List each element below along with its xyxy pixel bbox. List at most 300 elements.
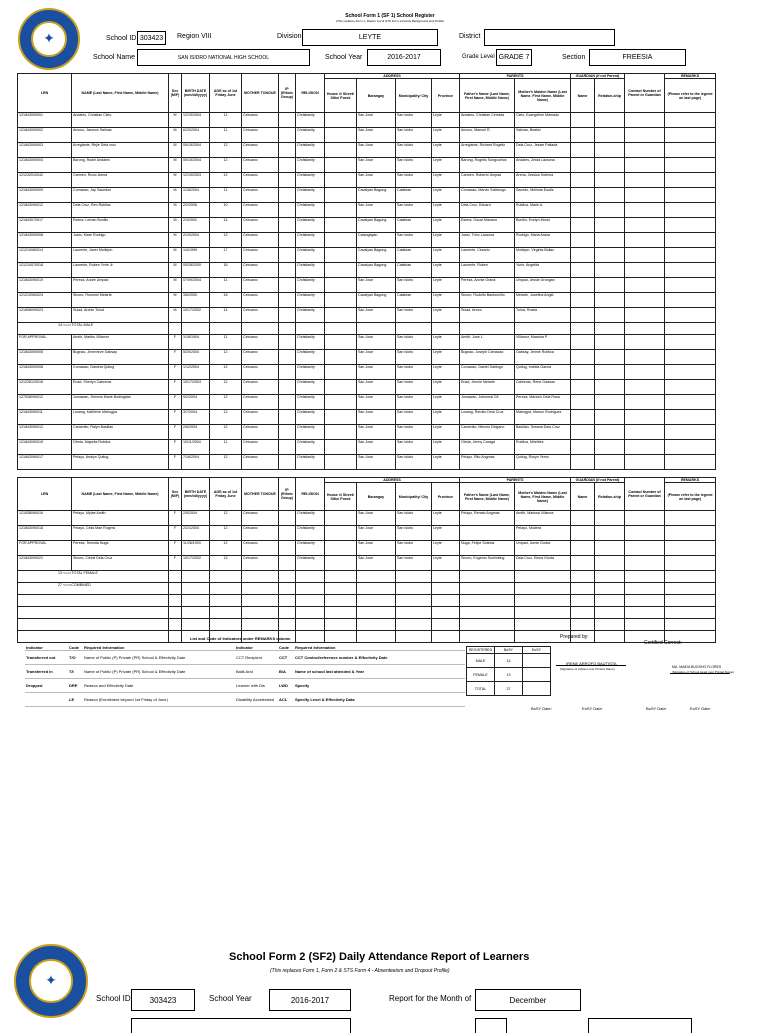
table-cell: Calabian (396, 248, 432, 263)
table-cell: Leyte (432, 350, 460, 365)
table-cell: 1/4/1999 (182, 248, 210, 263)
table-cell: 121228120016 (18, 380, 72, 395)
table-cell: Leyte (432, 218, 460, 233)
empty-cell (595, 323, 625, 335)
empty-cell (279, 173, 296, 188)
table-cell: Christianity (296, 455, 325, 470)
table-cell: 9/2/2004 (182, 395, 210, 410)
empty-cell (595, 203, 625, 218)
empty-cell (665, 218, 716, 233)
table-cell: 121210060024 (18, 293, 72, 308)
empty-cell (665, 619, 716, 631)
enrollment-summary-table (466, 646, 551, 696)
table-cell: 05/15/2004 (182, 143, 210, 158)
table-cell: Cavalyan Bagong (357, 263, 396, 278)
sf1-title: School Form 1 (SF 1) School Register (345, 13, 435, 19)
table-cell: 121843090011 (18, 410, 72, 425)
seal-torch-icon: ✦ (31, 21, 67, 57)
empty-cell (325, 556, 357, 571)
table-cell: 10/17/2003 (182, 380, 210, 395)
empty-cell (325, 425, 357, 440)
empty-cell (325, 395, 357, 410)
empty-cell (625, 595, 665, 607)
table-cell: Christianity (296, 113, 325, 128)
empty-cell (595, 410, 625, 425)
table-cell: 3/6/2000 (182, 293, 210, 308)
table-cell: 121843090012 (18, 203, 72, 218)
table-cell: Comacao, Daniel Sabtogo (460, 365, 515, 380)
empty-cell (665, 440, 716, 455)
table-cell: Umpad, Jessie Urongan (515, 278, 571, 293)
legend-cell: T/I (68, 665, 83, 679)
table-cell: Christianity (296, 541, 325, 556)
col-ip: IP (Ethnic Group) (279, 478, 296, 511)
empty-cell (396, 323, 432, 335)
table-row (18, 203, 716, 218)
table-cell: Cebuano (242, 541, 279, 556)
district-field[interactable] (484, 29, 615, 46)
legend-cell: B/A (278, 665, 294, 679)
table-cell: F (169, 350, 182, 365)
table-cell: Cebuano (242, 335, 279, 350)
table-cell: 3/7/2004 (182, 410, 210, 425)
empty-cell (325, 218, 357, 233)
deped-seal-sf2 (14, 944, 88, 1018)
table-cell: Pereza, Andre Umpad (72, 278, 169, 293)
summary-row (467, 682, 551, 696)
table-cell: 12 (210, 395, 242, 410)
col-ip: IP (Ethnic Group) (279, 74, 296, 113)
empty-cell (182, 607, 210, 619)
empty-cell (279, 218, 296, 233)
sf2-row2-field-a[interactable] (131, 1018, 351, 1033)
summary-head-cell: REGISTERED (467, 647, 495, 654)
table-cell: Camenito, Mencio Delgano (460, 425, 515, 440)
table-cell: Dela Cruz, Jessie Paltada (515, 143, 571, 158)
sf2-school-year-field[interactable]: 2016-2017 (269, 989, 351, 1011)
table-cell: M (169, 278, 182, 293)
table-row (18, 556, 716, 571)
table-cell: 1/12/2004 (182, 365, 210, 380)
empty-cell (625, 583, 665, 595)
table-cell: 07/09/2004 (182, 278, 210, 293)
table-cell: 121210070018 (18, 263, 72, 278)
school-name-field[interactable]: SAN ISIDRO NATIONAL HIGH SCHOOL (137, 49, 310, 66)
legend-cell: Balik Aral (235, 665, 278, 679)
legend-head-cell: Required Information (83, 645, 235, 651)
table-cell: Christianity (296, 278, 325, 293)
total-label: 13 <===TOTAL FEMALE (18, 571, 169, 583)
empty-cell (210, 619, 242, 631)
table-cell: San Jose (357, 440, 396, 455)
empty-cell (595, 595, 625, 607)
empty-cell (182, 571, 210, 583)
table-cell: 16 (210, 263, 242, 278)
region-label: Region VIII (177, 33, 212, 40)
empty-cell (296, 571, 325, 583)
empty-cell (665, 113, 716, 128)
table-cell: Christianity (296, 158, 325, 173)
table-row (18, 263, 716, 278)
empty-cell (279, 323, 296, 335)
empty-cell (357, 607, 396, 619)
table-cell: M (169, 188, 182, 203)
table-cell: San Jose (357, 410, 396, 425)
table-cell: 121808090023 (18, 308, 72, 323)
section-field[interactable]: FREESIA (589, 49, 686, 66)
division-field[interactable]: LEYTE (302, 29, 438, 46)
table-cell: Amoco, Manuel R. (460, 128, 515, 143)
empty-cell (325, 143, 357, 158)
empty-cell (571, 410, 595, 425)
table-cell: Pelayo, Modera (515, 526, 571, 541)
col-guardian-name: Name (571, 483, 595, 511)
table-cell: San Jose (357, 158, 396, 173)
table-cell: Barong, Rogelio Songcuelos (460, 158, 515, 173)
total-row (18, 571, 716, 583)
grade-level-field[interactable]: GRADE 7 (496, 49, 532, 66)
empty-cell (595, 571, 625, 583)
table-cell: Cavalyan Bagong (357, 218, 396, 233)
empty-cell (357, 323, 396, 335)
empty-cell (595, 526, 625, 541)
empty-cell (296, 631, 325, 643)
empty-cell (279, 526, 296, 541)
empty-cell (279, 365, 296, 380)
empty-cell (460, 607, 515, 619)
total-label (18, 607, 169, 619)
table-cell: Christianity (296, 440, 325, 455)
total-label (18, 631, 169, 643)
empty-cell (595, 365, 625, 380)
empty-cell (279, 395, 296, 410)
empty-cell (279, 188, 296, 203)
legend-head-cell: Required Information (294, 645, 465, 651)
empty-cell (296, 323, 325, 335)
empty-cell (325, 308, 357, 323)
table-cell: Sinoro, Cielnil Dela Cruz (72, 556, 169, 571)
table-cell: Enad, Jennie Melarte (460, 380, 515, 395)
legend-row (25, 693, 465, 707)
sf2-school-year-label: School Year (209, 994, 252, 1003)
table-cell: Leyte (432, 128, 460, 143)
empty-cell (595, 293, 625, 308)
empty-cell (396, 619, 432, 631)
table-cell: 11 (210, 128, 242, 143)
table-cell: San Isidro (396, 335, 432, 350)
summary-cell: 14 (495, 654, 523, 668)
empty-cell (571, 425, 595, 440)
sf2-school-id-field[interactable]: 303423 (131, 989, 195, 1011)
empty-cell (665, 526, 716, 541)
table-cell: Justo, Trino Lacsona (460, 233, 515, 248)
col-municipality: Municipality/ City (396, 483, 432, 511)
empty-cell (625, 395, 665, 410)
grade-level-label: Grade Level (462, 54, 495, 60)
table-cell: 2/5/2004 (182, 511, 210, 526)
table-cell: 121843090017 (18, 455, 72, 470)
table-cell: Pelayo, Mylae Amith (72, 511, 169, 526)
table-cell: 121232010042 (18, 173, 72, 188)
col-barangay: Barangay (357, 483, 396, 511)
empty-cell (625, 455, 665, 470)
empty-cell (325, 631, 357, 643)
school-head-name: MA. MAIDA BUGSHO FLORES (672, 665, 722, 669)
table-cell: Melarte, Josefina Angid (515, 293, 571, 308)
table-cell: 121843070017 (18, 218, 72, 233)
col-sex: Sex (M/F) (169, 478, 182, 511)
table-cell: Pereza, Maricris Dela Rosa (515, 395, 571, 410)
table-cell: San Isidro (396, 308, 432, 323)
empty-cell (242, 583, 279, 595)
empty-cell (325, 233, 357, 248)
total-row (18, 631, 716, 643)
table-cell: Bugnao, Jenevieve Gabsay (72, 350, 169, 365)
table-cell: Leyte (432, 440, 460, 455)
empty-cell (325, 173, 357, 188)
table-cell: 12 (210, 455, 242, 470)
empty-cell (279, 128, 296, 143)
empty-cell (432, 323, 460, 335)
eosy-date-label-1: EoSY Date: (582, 706, 603, 711)
bosy-date-label-2: BoSY Date: (646, 706, 667, 711)
table-row (18, 380, 716, 395)
sf2-row2-field-b[interactable] (475, 1018, 507, 1033)
table-cell: 10/17/2002 (182, 308, 210, 323)
col-sex: Sex (M/F) (169, 74, 182, 113)
empty-cell (325, 583, 357, 595)
empty-cell (571, 380, 595, 395)
legend-cell (25, 693, 68, 707)
empty-cell (169, 323, 182, 335)
table-cell: Amoco, Jasmon Salinas (72, 128, 169, 143)
sf2-month-field[interactable]: December (475, 989, 581, 1011)
legend-cell: Learner with Dis (235, 679, 278, 693)
empty-cell (296, 607, 325, 619)
col-province: Province (432, 483, 460, 511)
empty-cell (169, 607, 182, 619)
empty-cell (571, 556, 595, 571)
col-relationship: Relation-ship (595, 79, 625, 113)
table-cell: Christianity (296, 293, 325, 308)
legend-cell: Specify (294, 679, 465, 693)
col-remarks: REMARKS (665, 478, 716, 483)
table-cell: San Jose (357, 143, 396, 158)
table-cell: Dela Cruz, Ren Rublica (72, 203, 169, 218)
table-cell: Quitug, Rosyn Yemo (515, 455, 571, 470)
summary-cell (523, 682, 551, 696)
empty-cell (571, 203, 595, 218)
empty-cell (182, 619, 210, 631)
table-cell: Leyte (432, 380, 460, 395)
indicator-legend (25, 645, 465, 707)
table-cell: Christianity (296, 410, 325, 425)
empty-cell (325, 571, 357, 583)
division-label: Division (277, 33, 302, 40)
legend-head-cell: Indicator (25, 645, 68, 651)
table-cell: Leyte (432, 278, 460, 293)
table-row (18, 218, 716, 233)
table-cell: Amith, Maribu Villamor (72, 335, 169, 350)
table-cell: Cavalyan Bagong (357, 248, 396, 263)
table-cell: M (169, 128, 182, 143)
empty-cell (279, 425, 296, 440)
table-cell: F (169, 365, 182, 380)
empty-cell (432, 595, 460, 607)
empty-cell (625, 203, 665, 218)
empty-cell (515, 583, 571, 595)
table-cell: Dela Cruz, Eduard (460, 203, 515, 218)
col-house: House #/ Street/ Sitio/ Purok (325, 483, 357, 511)
adviser-name: IRENE ARROFO BAUTISTA (566, 661, 617, 666)
table-cell: M (169, 113, 182, 128)
col-province: Province (432, 79, 460, 113)
empty-cell (625, 619, 665, 631)
table-cell: Calabian (396, 218, 432, 233)
school-year-label: School Year (325, 54, 363, 61)
empty-cell (595, 143, 625, 158)
table-cell: 2/21/2004 (182, 526, 210, 541)
table-cell: Cebuano (242, 278, 279, 293)
table-cell: 11/26/1903 (182, 541, 210, 556)
summary-row (467, 668, 551, 682)
table-cell: Cebuano (242, 526, 279, 541)
summary-row (467, 654, 551, 668)
empty-cell (279, 143, 296, 158)
table-cell: F (169, 440, 182, 455)
empty-cell (571, 395, 595, 410)
table-cell: Andales, Christian Cielo (72, 113, 169, 128)
total-row (18, 583, 716, 595)
empty-cell (460, 619, 515, 631)
empty-cell (595, 619, 625, 631)
table-row (18, 425, 716, 440)
legend-cell: Reason (Enrollment beyond 1st Friday of June) (83, 693, 235, 707)
empty-cell (325, 113, 357, 128)
table-cell: Andales, Zeida Lacsona (515, 158, 571, 173)
empty-cell (571, 526, 595, 541)
table-cell: 2/19/2004 (182, 233, 210, 248)
empty-cell (279, 335, 296, 350)
sf2-row2-field-c[interactable] (588, 1018, 692, 1033)
school-year-field[interactable]: 2016-2017 (367, 49, 441, 66)
empty-cell (242, 571, 279, 583)
table-cell: Christianity (296, 218, 325, 233)
empty-cell (665, 293, 716, 308)
table-cell: Gabsay, Jennie Rublica (515, 350, 571, 365)
legend-cell: LE (68, 693, 83, 707)
table-cell: Carmen, Roberto Umpad (460, 173, 515, 188)
table-cell: 12 (210, 143, 242, 158)
table-cell: F (169, 425, 182, 440)
legend-title: List and Code of Indicators under REMARKS column (190, 636, 291, 641)
empty-cell (595, 173, 625, 188)
table-cell: Cebuano (242, 395, 279, 410)
school-name-label: School Name (93, 54, 136, 61)
table-cell: Cebuano (242, 113, 279, 128)
table-cell: F (169, 556, 182, 571)
table-cell: 10/11/2004 (182, 440, 210, 455)
school-id-field[interactable]: 303423 (137, 31, 166, 45)
empty-cell (325, 263, 357, 278)
empty-cell (571, 158, 595, 173)
school-register-table-page2 (17, 477, 716, 643)
legend-cell: Dropped (25, 679, 68, 693)
empty-cell (665, 143, 716, 158)
col-refer: (Please refer to the legend on last page) (665, 79, 716, 113)
legend-cell: Name of Public (P) Private (PR) School & Effectivity Date (83, 665, 235, 679)
empty-cell (571, 571, 595, 583)
empty-cell (665, 556, 716, 571)
legend-cell: Name of Public (P) Private (PR) School & Effectivity Date (83, 651, 235, 665)
table-cell: Cebuano (242, 143, 279, 158)
table-cell: 1/18/1904 (182, 335, 210, 350)
table-cell: Estera, Oscar Mariano (460, 218, 515, 233)
legend-head-cell: Indicator (235, 645, 278, 651)
table-row (18, 278, 716, 293)
table-cell: 121843090004 (18, 158, 72, 173)
empty-cell (279, 113, 296, 128)
table-cell: 5/20/2004 (182, 350, 210, 365)
table-cell: San Jose (357, 173, 396, 188)
table-cell: Cebuano (242, 440, 279, 455)
empty-cell (325, 541, 357, 556)
empty-cell (210, 583, 242, 595)
table-cell: 12 (210, 380, 242, 395)
empty-cell (296, 619, 325, 631)
empty-cell (571, 248, 595, 263)
empty-cell (595, 278, 625, 293)
empty-cell (595, 583, 625, 595)
table-cell: 12/10/2003 (182, 173, 210, 188)
sf2-subtitle: (This replaces Form 1, Form 2 & STS Form 4 - Absenteeism and Dropout Profile) (270, 968, 450, 974)
legend-cell: Transferred in (25, 665, 68, 679)
table-cell: Nuga, Felipe Solinda (460, 541, 515, 556)
certified-correct-label: Certified Correct: (644, 640, 682, 646)
table-cell: 10 (210, 203, 242, 218)
empty-cell (625, 511, 665, 526)
table-cell: Pereza, Teresita Nuga (72, 541, 169, 556)
table-row (18, 365, 716, 380)
table-cell: Leyte (432, 308, 460, 323)
empty-cell (396, 631, 432, 643)
empty-cell (665, 188, 716, 203)
table-cell: Rublica, Marie A. (515, 203, 571, 218)
table-cell: Cebuano (242, 365, 279, 380)
table-cell: San Isidro (396, 173, 432, 188)
col-mother-tongue: MOTHER TONGUE (242, 478, 279, 511)
table-cell: Estera, Leman Bonillo (72, 218, 169, 233)
empty-cell (665, 248, 716, 263)
legend-cell: Transferred out (25, 651, 68, 665)
empty-cell (460, 595, 515, 607)
empty-cell (396, 571, 432, 583)
table-cell: Camenito, Ralyn Basillan (72, 425, 169, 440)
empty-cell (571, 173, 595, 188)
empty-cell (595, 511, 625, 526)
table-cell: Laurente, Ruben (460, 263, 515, 278)
table-cell: Comacao, Marvin Sabtongo (460, 188, 515, 203)
table-cell: M (169, 308, 182, 323)
table-cell: San Jose (357, 526, 396, 541)
empty-cell (665, 278, 716, 293)
empty-cell (169, 571, 182, 583)
empty-cell (210, 323, 242, 335)
table-cell: Cebuano (242, 158, 279, 173)
table-cell: Jumawan, Jhennis Marie Bodingdas (72, 395, 169, 410)
col-religion: RELIGION (296, 74, 325, 113)
table-cell: Christianity (296, 511, 325, 526)
